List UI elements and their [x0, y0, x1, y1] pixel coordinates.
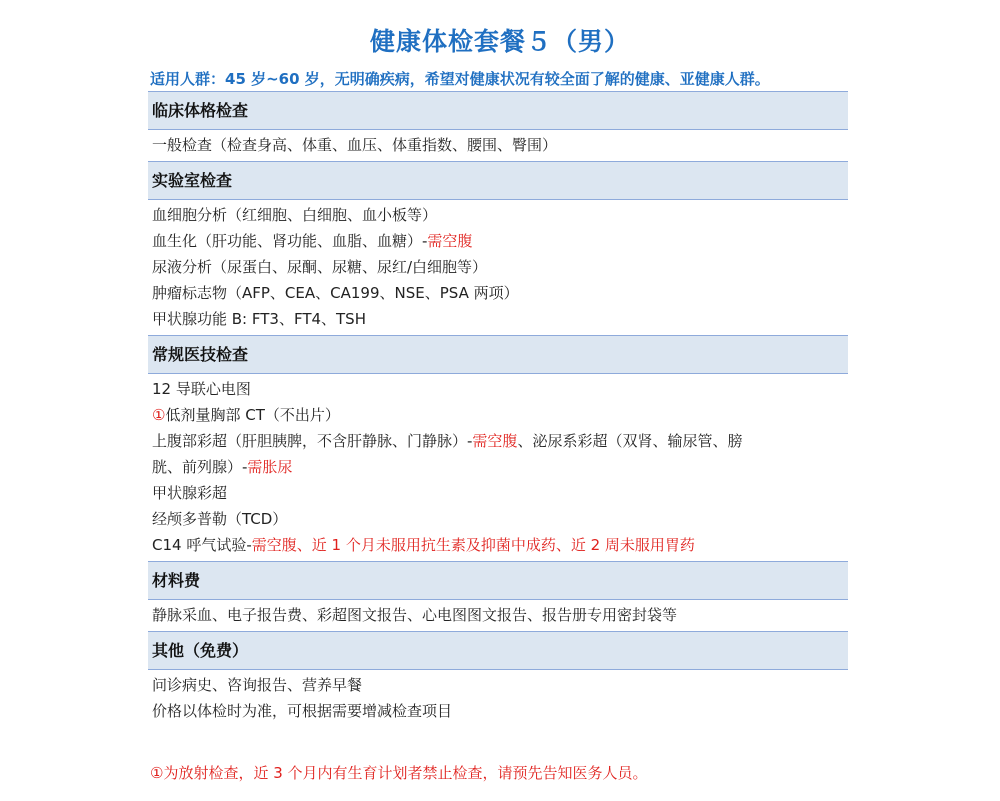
radiation-footnote: ①为放射检查，近 3 个月内有生育计划者禁止检查，请预先告知医务人员。	[150, 764, 648, 782]
exam-item	[152, 306, 848, 332]
section-body	[148, 600, 848, 631]
exam-item	[152, 480, 848, 506]
item-text: 低剂量胸部 CT（不出片）	[165, 406, 340, 424]
item-text: 价格以体检时为准，可根据需要增减检查项目	[152, 702, 453, 720]
exam-item	[152, 454, 848, 480]
item-text: 甲状腺彩超	[152, 484, 228, 502]
page-title: 健康体检套餐５（男）	[369, 27, 630, 56]
exam-item	[152, 698, 848, 724]
section-body	[148, 200, 848, 335]
note-text: 需空腹	[427, 232, 473, 250]
exam-item	[152, 376, 848, 402]
exam-item	[152, 254, 848, 280]
note-text: 需空腹、近 1 个月未服用抗生素及抑菌中成药、近 2 周未服用胃药	[251, 536, 695, 554]
exam-item	[152, 428, 848, 454]
package-table	[148, 91, 848, 727]
item-text: 胱、前列腺）-	[152, 458, 248, 476]
section-header: 实验室检查	[148, 161, 848, 200]
note-text: ①	[152, 406, 166, 424]
section-header: 常规医技检查	[148, 335, 848, 374]
item-text: C14 呼气试验-	[152, 536, 252, 554]
note-text: 需胀尿	[247, 458, 293, 476]
item-text: 肿瘤标志物（AFP、CEA、CA199、NSE、PSA 两项）	[152, 284, 519, 302]
item-text: 甲状腺功能 B: FT3、FT4、TSH	[152, 310, 366, 328]
item-text: 问诊病史、咨询报告、营养早餐	[152, 676, 363, 694]
section-header: 材料费	[148, 561, 848, 600]
exam-item	[152, 228, 848, 254]
target-population: 适用人群：45 岁~60 岁，无明确疾病，希望对健康状况有较全面了解的健康、亚健康人群。	[150, 70, 770, 88]
item-text: 尿液分析（尿蛋白、尿酮、尿糖、尿红/白细胞等）	[152, 258, 488, 276]
note-text: 需空腹	[472, 432, 518, 450]
section-body	[148, 670, 848, 727]
exam-item	[152, 532, 848, 558]
section-header: 临床体格检查	[148, 91, 848, 130]
section-header: 其他（免费）	[148, 631, 848, 670]
item-text: 12 导联心电图	[152, 380, 251, 398]
exam-item	[152, 672, 848, 698]
item-text: 血生化（肝功能、肾功能、血脂、血糖）-	[152, 232, 428, 250]
item-text: 、泌尿系彩超（双肾、输尿管、膀	[517, 432, 743, 450]
item-text: 上腹部彩超（肝胆胰脾，不含肝静脉、门静脉）-	[152, 432, 473, 450]
exam-item	[152, 402, 848, 428]
exam-item	[152, 280, 848, 306]
item-text: 静脉采血、电子报告费、彩超图文报告、心电图图文报告、报告册专用密封袋等	[152, 606, 678, 624]
section-body	[148, 374, 848, 561]
exam-item	[152, 132, 848, 158]
item-text: 血细胞分析（红细胞、白细胞、血小板等）	[152, 206, 438, 224]
item-text: 一般检查（检查身高、体重、血压、体重指数、腰围、臀围）	[152, 136, 558, 154]
exam-item	[152, 202, 848, 228]
exam-item	[152, 602, 848, 628]
item-text: 经颅多普勒（TCD）	[152, 510, 288, 528]
section-body	[148, 130, 848, 161]
exam-item	[152, 506, 848, 532]
